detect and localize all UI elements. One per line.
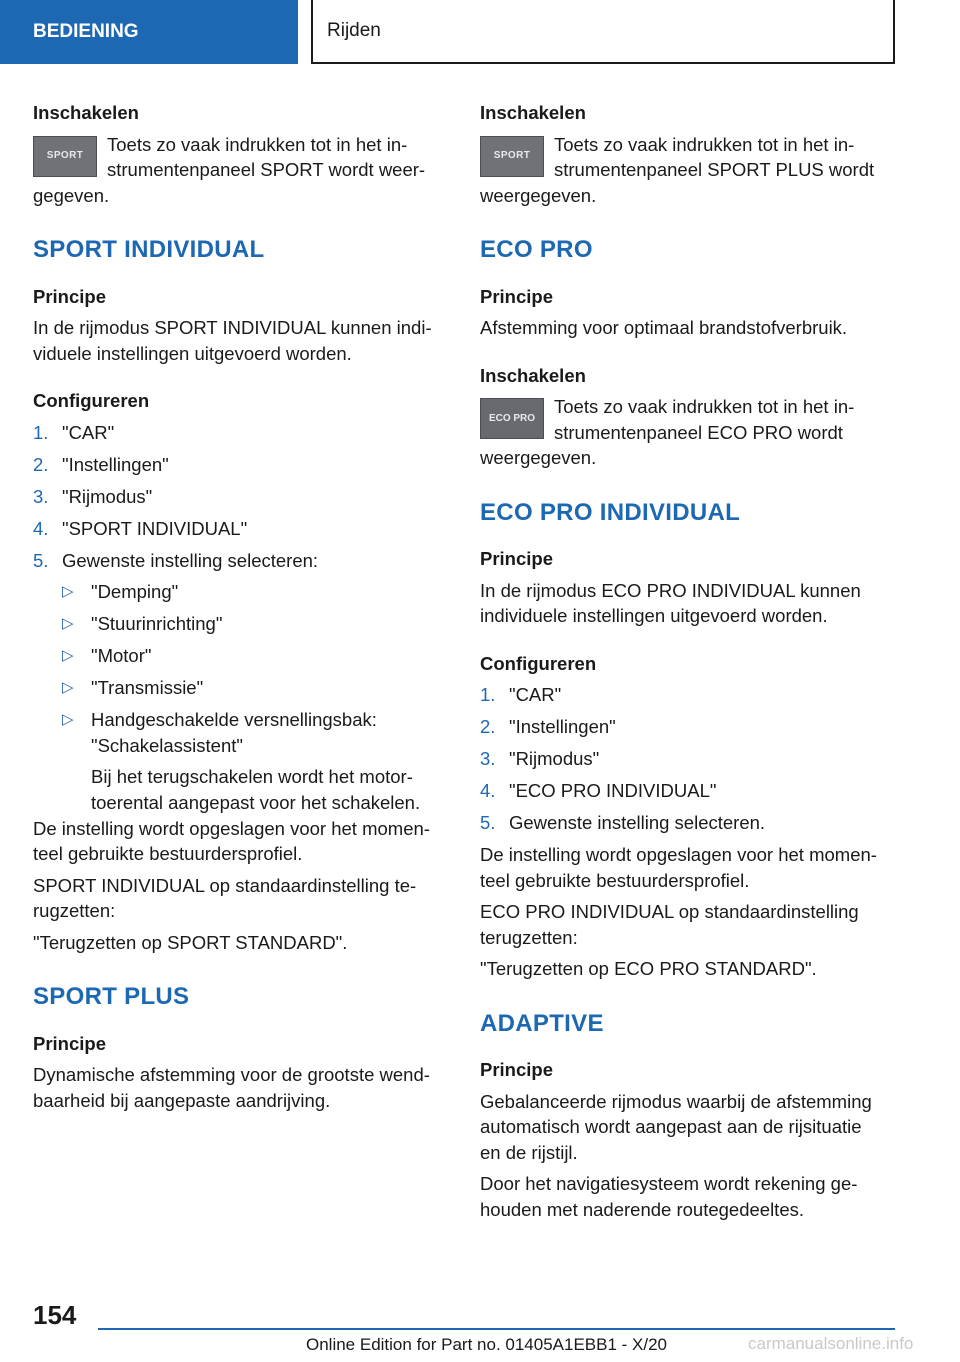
heading-principe-eco-individual: Principe xyxy=(480,548,553,569)
heading-principe: Principe xyxy=(33,285,106,307)
heading-principe-sport-plus: Principe xyxy=(33,1032,106,1054)
adaptive-navigation-text: Door het navigatiesysteem wordt rekening ge- houden met naderende routegedeeltes. xyxy=(480,1173,858,1220)
section-title: BEDIENING xyxy=(33,21,139,42)
list-item: 5. Gewenste instelling selecteren: ▷ "Demping" ▷ "Stuurinrichting" ▷ "Motor" ▷ "Transmissie" ▷ Handgeschakelde versnellingsbak: "Schakelassistent" Bij het terugschakelen wordt het motor- toerental aangepast voor het schakelen. xyxy=(33,548,451,816)
footer-edition: Online Edition for Part no. 01405A1EBB1 - X/20 xyxy=(306,1335,668,1354)
list-item: 3. "Rijmodus" xyxy=(33,485,153,507)
heading-inschakelen-eco: Inschakelen xyxy=(480,364,586,386)
list-item: 1. "CAR" xyxy=(33,421,115,443)
heading-principe-eco: Principe xyxy=(480,285,553,307)
list-item: ▷ "Demping" xyxy=(62,579,451,605)
page-number: 154 xyxy=(33,1300,77,1330)
adaptive-text: Gebalanceerde rijmodus waarbij de afstemming automatisch wordt aangepast aan de rijsituatie en de rijstijl. xyxy=(480,1090,872,1163)
heading-configureren-eco: Configureren xyxy=(480,652,597,674)
heading-inschakelen-sport-plus: Inschakelen xyxy=(480,102,586,123)
title-eco-pro: ECO PRO xyxy=(480,236,593,263)
sport-plus-text: Dynamische afstemming voor de grootste wend- baarheid bij aangepaste aandrijving. xyxy=(33,1064,430,1111)
list-item: ▷ "Transmissie" xyxy=(62,675,451,701)
triangle-bullet-icon: ▷ xyxy=(62,711,74,728)
list-item: ▷ "Stuurinrichting" xyxy=(62,611,451,637)
chapter-title: Rijden xyxy=(327,20,381,41)
sport-button-icon: SPORT xyxy=(480,136,544,177)
footer-divider xyxy=(98,1328,895,1330)
eco-saved-profile-text: De instelling wordt opgeslagen voor het momen- teel gebruikte bestuurdersprofiel. xyxy=(480,844,877,891)
configure-eco-steps-list xyxy=(480,682,898,836)
triangle-bullet-icon: ▷ xyxy=(62,615,74,632)
list-item: 4. "SPORT INDIVIDUAL" xyxy=(33,517,248,539)
eco-pro-button-icon: ECO PRO xyxy=(480,398,544,439)
reset-text: SPORT INDIVIDUAL op standaardinstelling te- rugzetten: xyxy=(33,874,417,921)
sport-switch-block xyxy=(33,132,451,209)
heading-configureren: Configureren xyxy=(33,390,150,411)
right-column xyxy=(480,100,898,1228)
sport-switch-text: Toets zo vaak indrukken tot in het in- strumentenpaneel SPORT wordt weer- gegeven. xyxy=(33,133,426,206)
list-item: 2. "Instellingen" xyxy=(480,716,616,737)
sport-plus-switch-block xyxy=(480,132,898,209)
list-item: 3. "Rijmodus" xyxy=(480,748,600,769)
triangle-bullet-icon: ▷ xyxy=(62,679,74,696)
eco-switch-text: Toets zo vaak indrukken tot in het in- strumentenpaneel ECO PRO wordt weergegeven. xyxy=(480,396,855,468)
sub-options-list xyxy=(62,579,451,815)
list-item: 5. Gewenste instelling selecteren. xyxy=(480,812,766,833)
title-adaptive: ADAPTIVE xyxy=(480,1009,604,1037)
list-item: ▷ Handgeschakelde versnellingsbak: "Schakelassistent" Bij het terugschakelen wordt het motor- toerental aangepast voor het schakelen. xyxy=(62,707,451,815)
triangle-bullet-icon: ▷ xyxy=(62,647,74,664)
watermark: carmanualsonline.info xyxy=(748,1334,914,1353)
title-eco-pro-individual: ECO PRO INDIVIDUAL xyxy=(480,498,741,526)
eco-principe-text: Afstemming voor optimaal brandstofverbruik. xyxy=(480,317,848,338)
list-item: ▷ "Motor" xyxy=(62,643,451,669)
reset-menu-text: "Terugzetten op SPORT STANDARD". xyxy=(33,931,348,953)
list-item: 4. "ECO PRO INDIVIDUAL" xyxy=(480,780,717,801)
sport-button-icon: SPORT xyxy=(33,136,97,177)
eco-individual-principe-text: In de rijmodus ECO PRO INDIVIDUAL kunnen individuele instellingen uitgevoerd worden. xyxy=(480,579,861,626)
eco-pro-switch-block xyxy=(480,394,898,471)
left-column xyxy=(33,100,451,1119)
list-item: 2. "Instellingen" xyxy=(33,453,169,475)
subitem-note: Bij het terugschakelen wordt het motor- toerental aangepast voor het schakelen. xyxy=(91,766,421,813)
principe-text: In de rijmodus SPORT INDIVIDUAL kunnen indi- viduele instellingen uitgevoerd worden. xyxy=(33,317,432,364)
heading-inschakelen-sport: Inschakelen xyxy=(33,102,139,123)
sport-plus-switch-text: Toets zo vaak indrukken tot in het in- strumentenpaneel SPORT PLUS wordt weergegeven. xyxy=(480,133,875,206)
configure-steps-list xyxy=(33,420,451,816)
eco-reset-text: ECO PRO INDIVIDUAL op standaardinstelling terugzetten: xyxy=(480,901,859,948)
saved-profile-text: De instelling wordt opgeslagen voor het momen- teel gebruikte bestuurdersprofiel. xyxy=(33,817,430,864)
chapter-tab xyxy=(311,0,895,64)
section-tab xyxy=(0,0,298,64)
triangle-bullet-icon: ▷ xyxy=(62,583,74,600)
list-item: 1. "CAR" xyxy=(480,684,562,705)
title-sport-plus: SPORT PLUS xyxy=(33,983,190,1010)
title-sport-individual: SPORT INDIVIDUAL xyxy=(33,236,265,263)
heading-principe-adaptive: Principe xyxy=(480,1059,553,1080)
eco-reset-menu-text: "Terugzetten op ECO PRO STANDARD". xyxy=(480,958,817,979)
